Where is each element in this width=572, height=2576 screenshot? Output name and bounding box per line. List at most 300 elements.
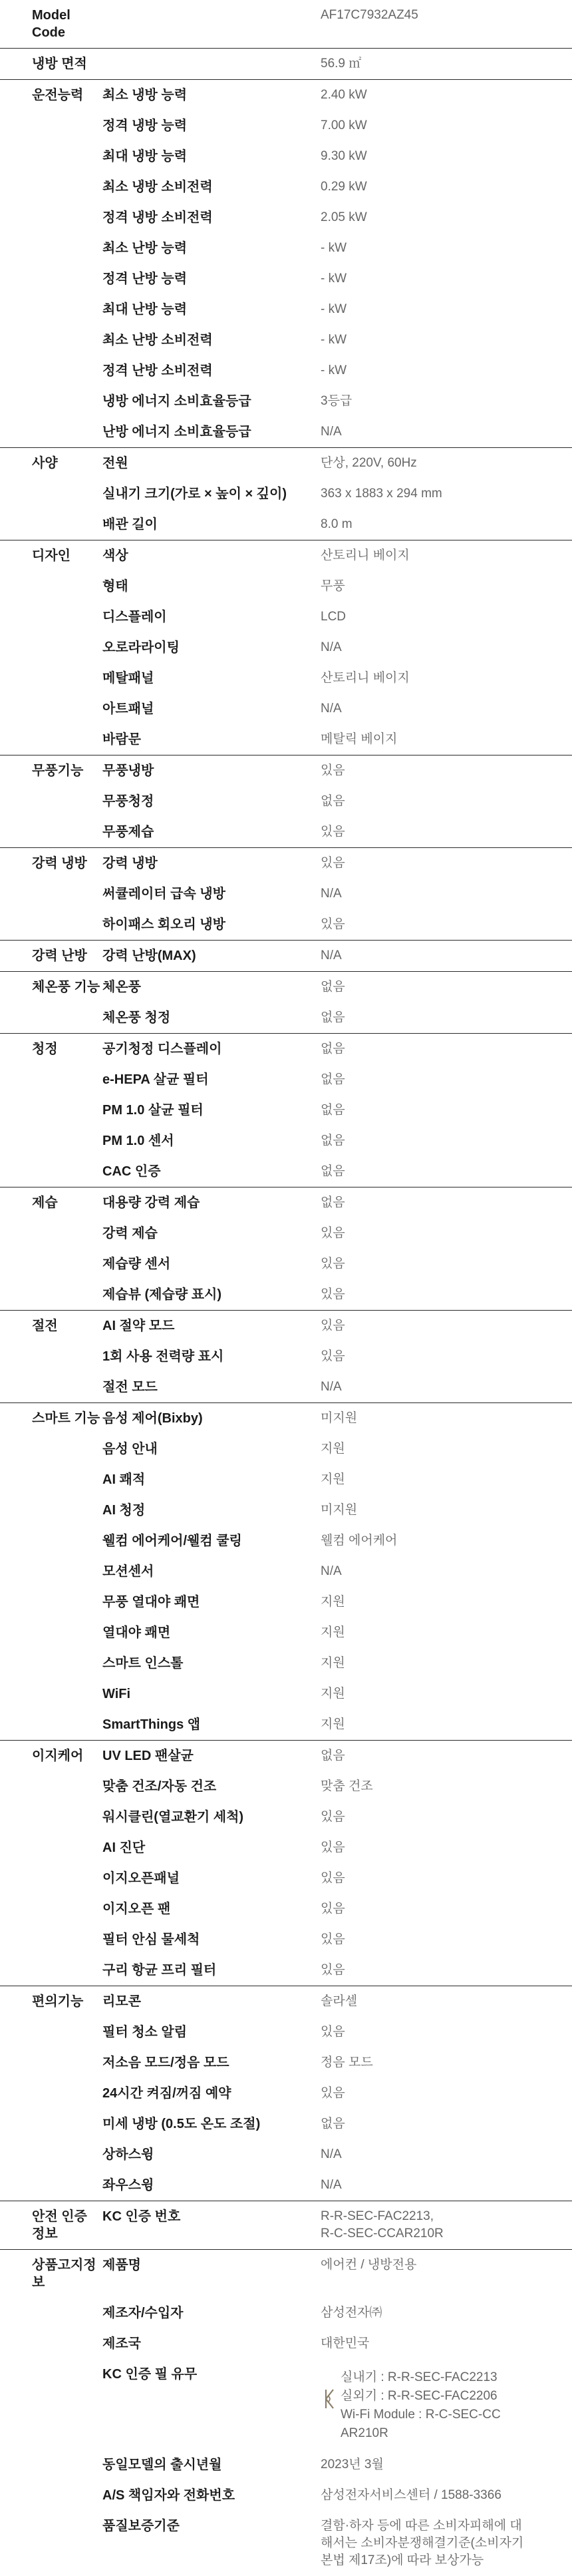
spec-row — [0, 233, 572, 264]
category-label — [0, 1372, 102, 1385]
value-line: 있음 — [321, 1871, 345, 1885]
spec-label: 최소 냉방 소비전력 — [102, 180, 213, 194]
spec-value — [321, 448, 572, 479]
spec-value — [321, 1464, 572, 1495]
spec-label: 필터 안심 물세척 — [102, 1932, 200, 1947]
spec-label: 동일모델의 출시년월 — [102, 2458, 222, 2472]
spec-label: 배관 길이 — [102, 517, 158, 532]
value-line: 메탈릭 베이지 — [321, 732, 398, 746]
spec-row — [0, 49, 572, 79]
spec-value — [321, 1341, 572, 1372]
spec-row — [0, 1403, 572, 1434]
category-label — [0, 1709, 102, 1723]
value-line: 미지원 — [321, 1411, 358, 1425]
spec-value — [321, 1679, 572, 1709]
category-label: Model Code — [32, 8, 71, 40]
value-line: 있음 — [321, 1349, 345, 1363]
spec-label: 색상 — [102, 548, 128, 563]
category-label — [0, 509, 102, 523]
spec-label: PM 1.0 살균 필터 — [102, 1103, 204, 1118]
spec-label: 공기청정 디스플레이 — [102, 1042, 222, 1056]
spec-section — [0, 48, 572, 79]
spec-row — [0, 941, 572, 971]
spec-value — [321, 0, 572, 31]
spec-value — [321, 80, 572, 110]
spec-value — [321, 786, 572, 817]
category-label — [0, 694, 102, 707]
spec-value — [321, 1156, 572, 1187]
spec-label: AI 청정 — [102, 1503, 146, 1518]
spec-section — [0, 1402, 572, 1740]
spec-row — [0, 1556, 572, 1587]
spec-value — [321, 1894, 572, 1924]
spec-section — [0, 1033, 572, 1187]
spec-label: 대용량 강력 제습 — [102, 1195, 200, 1210]
spec-label: 이지오픈패널 — [102, 1871, 180, 1886]
value-line: 없음 — [321, 1072, 345, 1086]
category-label — [0, 264, 102, 277]
category-label — [0, 1587, 102, 1600]
category-label — [0, 1064, 102, 1078]
spec-row — [0, 264, 572, 294]
value-line: 없음 — [321, 1195, 345, 1209]
spec-value — [321, 1249, 572, 1279]
spec-label: 상하스윙 — [102, 2147, 154, 2162]
spec-row — [0, 540, 572, 571]
category-label — [0, 571, 102, 584]
spec-label: 체온풍 청정 — [102, 1010, 171, 1025]
spec-row — [0, 1924, 572, 1955]
spec-value — [321, 2170, 572, 2201]
value-line: 2.05 kW — [321, 210, 367, 224]
spec-label: 절전 모드 — [102, 1380, 158, 1395]
value-line: 무풍 — [321, 579, 345, 593]
category-label — [0, 1495, 102, 1508]
value-line: N/A — [321, 640, 342, 654]
value-line: 있음 — [321, 2086, 345, 2100]
spec-label: 정격 냉방 능력 — [102, 118, 188, 133]
spec-label: 최대 냉방 능력 — [102, 149, 188, 164]
value-line: - kW — [321, 272, 347, 286]
spec-label: 맞춤 건조/자동 건조 — [102, 1779, 217, 1794]
spec-value — [321, 663, 572, 694]
spec-row — [0, 2109, 572, 2139]
spec-row — [0, 632, 572, 663]
category-label: 제습 — [32, 1195, 58, 1210]
spec-value — [321, 1556, 572, 1587]
spec-section — [0, 540, 572, 755]
spec-value — [321, 1372, 572, 1402]
value-line: - kW — [321, 241, 347, 255]
value-line: N/A — [321, 1380, 342, 1394]
category-label — [0, 172, 102, 185]
spec-row — [0, 909, 572, 940]
spec-section — [0, 1310, 572, 1402]
category-label — [0, 2078, 102, 2091]
spec-row — [0, 1863, 572, 1894]
spec-value — [321, 2298, 572, 2328]
spec-row — [0, 663, 572, 694]
spec-row — [0, 1187, 572, 1218]
spec-value — [321, 724, 572, 755]
spec-row — [0, 2328, 572, 2359]
spec-value — [321, 172, 572, 202]
spec-value — [321, 2359, 572, 2450]
spec-value — [321, 141, 572, 172]
category-label — [0, 1894, 102, 1907]
spec-value — [321, 1648, 572, 1679]
spec-row — [0, 2047, 572, 2078]
spec-value — [321, 1741, 572, 1771]
spec-value — [321, 1986, 572, 2017]
category-label — [0, 1249, 102, 1262]
spec-row — [0, 571, 572, 602]
category-label — [0, 294, 102, 308]
spec-label: 냉방 에너지 소비효율등급 — [102, 394, 251, 409]
spec-label: 써큘레이터 급속 냉방 — [102, 887, 225, 901]
spec-label: WiFi — [102, 1687, 131, 1701]
spec-row — [0, 448, 572, 479]
spec-value — [321, 1218, 572, 1249]
spec-row — [0, 1095, 572, 1126]
value-line: N/A — [321, 887, 342, 901]
spec-row — [0, 386, 572, 417]
spec-label: 제습뷰 (제습량 표시) — [102, 1287, 221, 1302]
category-label — [0, 2298, 102, 2311]
spec-value — [321, 1709, 572, 1740]
spec-row — [0, 1986, 572, 2017]
spec-value — [321, 2047, 572, 2078]
spec-row — [0, 817, 572, 847]
category-label — [0, 2328, 102, 2342]
category-label — [0, 141, 102, 154]
spec-section — [0, 79, 572, 447]
spec-label: 형태 — [102, 579, 128, 594]
spec-value — [321, 294, 572, 325]
spec-row — [0, 2017, 572, 2047]
category-label: 편의기능 — [32, 1994, 84, 2009]
category-label — [0, 2139, 102, 2153]
category-label: 운전능력 — [32, 88, 84, 103]
spec-row — [0, 1617, 572, 1648]
spec-label: 무풍제습 — [102, 825, 154, 839]
spec-section — [0, 755, 572, 847]
value-line: 있음 — [321, 1226, 345, 1240]
spec-value — [321, 1403, 572, 1434]
value-line: 3등급 — [321, 394, 353, 408]
spec-row — [0, 1464, 572, 1495]
value-line: 산토리니 베이지 — [321, 548, 410, 562]
spec-row — [0, 1126, 572, 1156]
value-line: 맞춤 건조 — [321, 1779, 373, 1793]
value-line: 삼성전자㈜ — [321, 2306, 382, 2320]
spec-section — [0, 2201, 572, 2249]
spec-row — [0, 80, 572, 110]
spec-value — [321, 49, 572, 79]
spec-row — [0, 417, 572, 447]
value-line: 있음 — [321, 856, 345, 870]
category-label: 냉방 면적 — [32, 57, 87, 71]
value-line: 9.30 kW — [321, 149, 367, 163]
spec-value — [321, 909, 572, 940]
spec-row — [0, 1679, 572, 1709]
spec-value — [321, 694, 572, 724]
spec-value — [321, 1526, 572, 1556]
spec-row — [0, 2450, 572, 2480]
spec-label: CAC 인증 — [102, 1164, 161, 1179]
spec-section — [0, 940, 572, 971]
spec-row — [0, 2201, 572, 2249]
spec-label: AI 절약 모드 — [102, 1319, 175, 1333]
spec-value — [321, 1832, 572, 1863]
category-label — [0, 1924, 102, 1938]
spec-label: 24시간 켜짐/꺼짐 예약 — [102, 2086, 231, 2101]
value-line: AR210R — [341, 2426, 388, 2440]
spec-value — [321, 1617, 572, 1648]
spec-value — [321, 479, 572, 509]
spec-label: A/S 책임자와 전화번호 — [102, 2488, 235, 2503]
category-label — [0, 1802, 102, 1815]
category-label — [0, 2017, 102, 2030]
spec-label: 최소 난방 능력 — [102, 241, 188, 256]
spec-value — [321, 1095, 572, 1126]
spec-label: UV LED 팬살균 — [102, 1749, 194, 1763]
spec-label: 저소음 모드/정음 모드 — [102, 2055, 229, 2070]
spec-value — [321, 386, 572, 417]
category-label: 체온풍 기능 — [32, 980, 100, 994]
category-label — [0, 724, 102, 738]
kc-cert-lines — [341, 2368, 501, 2443]
spec-section — [0, 847, 572, 940]
category-label: 사양 — [32, 456, 58, 471]
spec-label: 모션센서 — [102, 1564, 154, 1579]
category-label — [0, 1955, 102, 1968]
value-line: 실외기 : R-R-SEC-FAC2206 — [341, 2389, 498, 2403]
category-label: 안전 인증 정보 — [32, 2209, 87, 2241]
spec-value — [321, 355, 572, 386]
spec-section — [0, 0, 572, 48]
spec-value — [321, 755, 572, 786]
spec-label: 무풍 열대야 쾌면 — [102, 1595, 200, 1610]
spec-row — [0, 1495, 572, 1526]
spec-row — [0, 1064, 572, 1095]
spec-value — [321, 2511, 572, 2576]
spec-row — [0, 2511, 572, 2576]
spec-label: 이지오픈 팬 — [102, 1902, 171, 1916]
value-line: 삼성전자서비스센터 / 1588-3366 — [321, 2488, 501, 2502]
spec-row — [0, 2250, 572, 2298]
category-label — [0, 1832, 102, 1846]
spec-row — [0, 848, 572, 879]
category-label — [0, 355, 102, 369]
value-line: N/A — [321, 2178, 342, 2192]
spec-label: 강력 제습 — [102, 1226, 158, 1241]
value-line: 지원 — [321, 1717, 345, 1731]
value-line: 해서는 소비자분쟁해결기준(소비자기 — [321, 2536, 524, 2550]
spec-row — [0, 972, 572, 1002]
value-line: 지원 — [321, 1625, 345, 1639]
category-label — [0, 909, 102, 923]
spec-section — [0, 1986, 572, 2201]
spec-row — [0, 602, 572, 632]
spec-value — [321, 1771, 572, 1802]
category-label: 절전 — [32, 1319, 58, 1333]
category-label — [0, 879, 102, 892]
value-line: 있음 — [321, 1902, 345, 1916]
spec-label: 강력 난방(MAX) — [102, 949, 196, 963]
spec-value — [321, 1863, 572, 1894]
value-line: 없음 — [321, 1164, 345, 1178]
spec-row — [0, 202, 572, 233]
category-label — [0, 2450, 102, 2463]
spec-section — [0, 2249, 572, 2576]
spec-row — [0, 1741, 572, 1771]
category-label — [0, 602, 102, 615]
category-label — [0, 325, 102, 338]
spec-row — [0, 1341, 572, 1372]
spec-label: 디스플레이 — [102, 610, 167, 624]
spec-row — [0, 1311, 572, 1341]
category-label — [0, 2359, 102, 2372]
spec-label: KC 인증 필 유무 — [102, 2367, 198, 2382]
spec-row — [0, 110, 572, 141]
value-line: 없음 — [321, 1042, 345, 1056]
value-line: 있음 — [321, 1840, 345, 1854]
spec-label: 무풍냉방 — [102, 763, 154, 778]
value-line: 있음 — [321, 1257, 345, 1271]
category-label: 이지케어 — [32, 1749, 84, 1763]
category-label — [0, 1556, 102, 1570]
category-label: 스마트 기능 — [32, 1411, 100, 1426]
spec-label: 품질보증기준 — [102, 2519, 180, 2533]
spec-label: 정격 난방 능력 — [102, 272, 188, 286]
spec-section — [0, 971, 572, 1033]
spec-value — [321, 2250, 572, 2280]
value-line: N/A — [321, 1564, 342, 1578]
category-label — [0, 1002, 102, 1016]
value-line: 있음 — [321, 825, 345, 839]
spec-value — [321, 1495, 572, 1526]
spec-label: 구리 항균 프리 필터 — [102, 1963, 217, 1978]
spec-value — [321, 2328, 572, 2359]
spec-label: AI 쾌적 — [102, 1472, 146, 1487]
spec-row — [0, 1249, 572, 1279]
spec-value — [321, 1924, 572, 1955]
category-label — [0, 1771, 102, 1785]
category-label: 강력 냉방 — [32, 856, 87, 871]
category-label — [0, 663, 102, 676]
value-line: 2023년 3월 — [321, 2458, 384, 2471]
spec-label: 전원 — [102, 456, 128, 471]
spec-value — [321, 233, 572, 264]
spec-label: 무풍청정 — [102, 794, 154, 809]
category-label — [0, 1156, 102, 1170]
category-label — [0, 1464, 102, 1478]
spec-value — [321, 509, 572, 540]
spec-value — [321, 972, 572, 1002]
spec-row — [0, 1434, 572, 1464]
spec-row — [0, 325, 572, 355]
value-line: 있음 — [321, 1963, 345, 1977]
spec-row — [0, 2298, 572, 2328]
spec-row — [0, 141, 572, 172]
spec-label — [102, 49, 321, 62]
spec-label: 난방 에너지 소비효율등급 — [102, 425, 251, 439]
spec-value — [321, 2017, 572, 2047]
value-line: 2.40 kW — [321, 88, 367, 102]
spec-row — [0, 1587, 572, 1617]
spec-label: 실내기 크기(가로 × 높이 × 깊이) — [102, 487, 287, 501]
category-label — [0, 1679, 102, 1692]
spec-value — [321, 1279, 572, 1310]
spec-row — [0, 1648, 572, 1679]
spec-row — [0, 1156, 572, 1187]
spec-label: 워시클린(열교환기 세척) — [102, 1810, 244, 1825]
value-line: 8.0 m — [321, 517, 353, 531]
spec-value — [321, 1802, 572, 1832]
value-line: 없음 — [321, 794, 345, 808]
category-label — [0, 786, 102, 799]
value-line: 없음 — [321, 1134, 345, 1148]
value-line: 산토리니 베이지 — [321, 671, 410, 685]
value-line: 단상, 220V, 60Hz — [321, 456, 417, 470]
spec-value — [321, 632, 572, 663]
spec-label: 최소 냉방 능력 — [102, 88, 188, 103]
spec-row — [0, 1372, 572, 1402]
category-label: 강력 난방 — [32, 949, 87, 963]
category-label — [0, 632, 102, 646]
spec-row — [0, 0, 572, 48]
spec-section — [0, 1740, 572, 1986]
value-line: 대한민국 — [321, 2336, 370, 2350]
spec-label: 제조자/수입자 — [102, 2306, 184, 2320]
value-line: N/A — [321, 2147, 342, 2161]
value-line: - kW — [321, 302, 347, 316]
spec-value — [321, 110, 572, 141]
spec-row — [0, 1526, 572, 1556]
category-label — [0, 1434, 102, 1447]
spec-value — [321, 571, 572, 602]
category-label — [0, 1617, 102, 1631]
spec-value — [321, 2480, 572, 2511]
category-label: 무풍기능 — [32, 763, 84, 778]
spec-label: 제습량 센서 — [102, 1257, 171, 1271]
spec-row — [0, 2480, 572, 2511]
spec-value — [321, 1587, 572, 1617]
kc-cert-block — [321, 2359, 559, 2443]
category-label — [0, 1526, 102, 1539]
spec-label: 음성 제어(Bixby) — [102, 1411, 203, 1426]
spec-value — [321, 264, 572, 294]
category-label: 디자인 — [32, 548, 71, 563]
category-label: 상품고지정보 — [32, 2258, 96, 2290]
category-label — [0, 233, 102, 246]
spec-value — [321, 1311, 572, 1341]
value-line: LCD — [321, 610, 347, 624]
value-line: 있음 — [321, 1810, 345, 1824]
category-label — [0, 1126, 102, 1139]
spec-label: 강력 냉방 — [102, 856, 158, 871]
value-line: 지원 — [321, 1595, 345, 1609]
category-label: 청정 — [32, 1042, 58, 1056]
spec-row — [0, 786, 572, 817]
category-label — [0, 1341, 102, 1355]
spec-value — [321, 1002, 572, 1033]
value-line: N/A — [321, 702, 342, 716]
spec-label: 리모콘 — [102, 1994, 141, 2009]
spec-label: 좌우스윙 — [102, 2178, 154, 2193]
spec-label: 최대 난방 능력 — [102, 302, 188, 317]
